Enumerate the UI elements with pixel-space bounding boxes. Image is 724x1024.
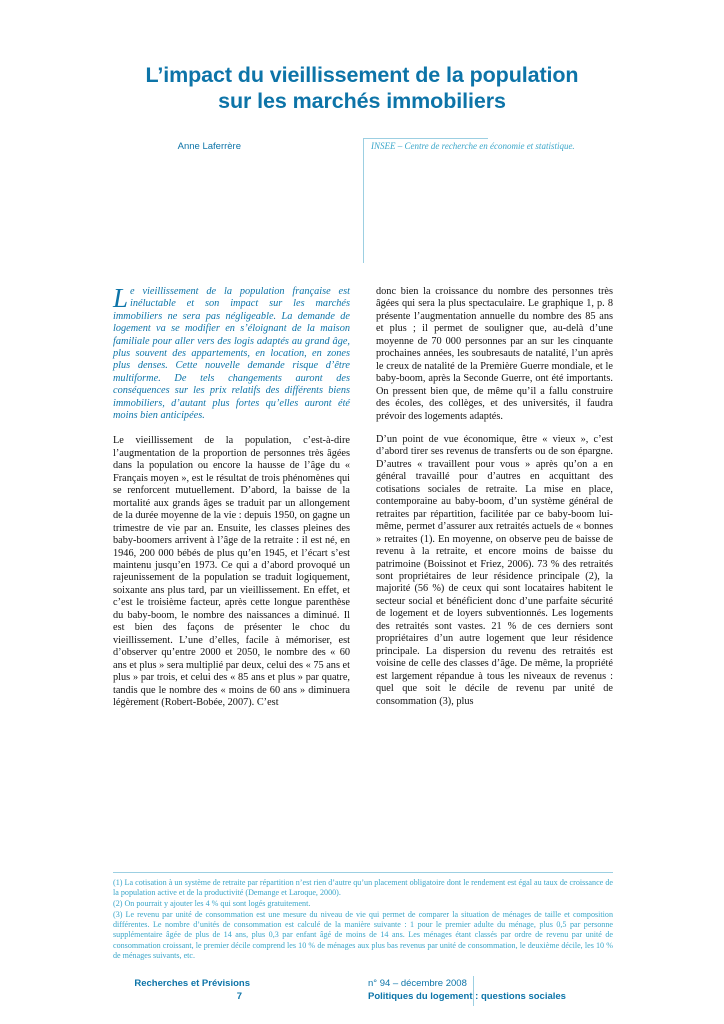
body-paragraph: Le vieillissement de la population, c’est-à-dire l’augmentation de la proportion de personnes très âgées dans la population ou encore la hausse de l’âge du « Français moyen », est le résultat de trois phénomènes qui se renforcent mutuellement. D’abord, la baisse de la mortalité aux grands âges se traduit par un allongement de la durée moyenne de la vie : depuis 1950, on gagne un trimestre de vie par an. Ensuite, les classes pleines des baby-boomers arrivent à l’âge de la retraite : il est né, en 1946, 200 000 bébés de plus qu’en 1945, et l’écart s’est maintenu jusqu’en 1973. Ce qui a d’abord provoqué un rajeunissement de la population se traduit logiquement, soixante ans plus tard, par un vieillissement. En effet, et c’est le troisième facteur, après cette longue parenthèse du baby-boom, le nombre des naissances a diminué. Il est bien des façons de présenter le choc du vieillissement. L’une d’elles, facile à mémoriser, est d’observer qu’entre 2000 et 2050, le nombre des « 60 ans et plus » sera multiplié par deux, celui des « 75 ans et plus » par trois, et celui des « 85 ans et plus » par quatre, tandis que le nombre des « moins de 60 ans » diminuera légèrement (Robert-Bobée, 2007). C’est bbox=[113, 435, 350, 708]
title-line-2: sur les marchés immobiliers bbox=[218, 89, 506, 113]
footnote-item: (2) On pourrait y ajouter les 4 % qui sont logés gratuitement. bbox=[113, 899, 311, 909]
footer-issue: n° 94 – décembre 2008 bbox=[368, 978, 467, 989]
column-right bbox=[376, 286, 613, 719]
footer-journal-name: Recherches et Prévisions bbox=[134, 978, 250, 989]
body-paragraph: donc bien la croissance du nombre des personnes très âgées qui sera la plus spectaculaire. Le graphique 1, p. 8 présente l’augmentation annuelle du nombre des 85 ans et plus ; il permet de souligner que, au-delà d’une moyenne de 70 000 personnes par an sur les cinquante prochaines années, les soubresauts de natalité, l’un après le creux de natalité de la Première Guerre mondiale, et le baby-boom, après la Seconde Guerre, ont été importants. On pressent bien que, de même qu’il a fallu construire des écoles, des collèges, et des universités, il faudra prévoir des logements adaptés. bbox=[376, 286, 613, 422]
column-left bbox=[113, 283, 350, 720]
title-block bbox=[0, 62, 724, 114]
body-paragraph: D’un point de vue économique, être « vieux », c’est d’abord tirer ses revenus de transferts ou de son épargne. D’autres « travaillent pour vous » après qu’on a en général travaillé pour d’autres en acquittant des cotisations sociales de retraite. La mise en place, contemporaine au baby-boom, d’un système général de retraites par répartition, facilitée par ce baby-boom lui-même, permet d’assurer aux retraités actuels de « bonnes » retraites (1). En moyenne, on observe peu de baisse de revenu à la retraite, et encore moins de baisse du patrimoine (Boissinot et Friez, 2006). 73 % des retraités sont propriétaires de leur résidence principale (2), la majorité (56 %) de ceux qui sont locataires habitent le secteur social et bénéficient donc d’une parfaite sécurité de logement et de loyers subventionnés. Les logements des retraités sont vastes. 21 % de ces derniers sont propriétaires d’un autre logement que leur résidence principale. La dispersion du revenu des retraités est voisine de celle des classes d’âge. De même, la propriété est largement répandue à tous les niveaux de revenus : quel que soit le décile de revenu par unité de consommation (3), plus bbox=[376, 433, 613, 707]
abstract-dropcap: L bbox=[113, 283, 129, 313]
page-title bbox=[0, 62, 724, 114]
author-row bbox=[113, 141, 613, 161]
footnotes bbox=[113, 878, 613, 962]
body-columns bbox=[113, 283, 613, 851]
abstract-text: e vieillissement de la population française est inéluctable et son impact sur les marchés immobiliers ne sera pas négligeable. La demande de logement va se modifier en s’éloignant de la maison familiale pour aller vers des logis adaptés au grand âge, plus souvent des appartements, en location, en zones plus denses. Cette nouvelle demande risque d’être multiforme. De tels changements auront des conséquences sur les prix relatifs des différents biens immobiliers, d’autant plus fortes qu’elles auront été moins bien anticipées. bbox=[113, 286, 350, 422]
footnote-item: (1) La cotisation à un système de retraite par répartition n’est rien d’autre qu’un placement obligatoire dont le rendement est égal au taux de croissance de la population active et de la productivité (Demange et Laroque, 2000). bbox=[113, 878, 613, 898]
title-line-1: L’impact du vieillissement de la population bbox=[145, 63, 579, 87]
footnote-divider bbox=[113, 872, 613, 873]
footnote-item: (3) Le revenu par unité de consommation est une mesure du niveau de vie qui permet de comparer la situation de ménages de taille et composition différentes. Le nombre d’unités de consommation est calculé de la manière suivante : 1 pour le premier adulte du ménage, plus 0,5 par personne supplémentaire âgée de plus de 14 ans, plus 0,3 par enfant âgé de moins de 14 ans. Les ménages étant classés par ordre de revenu par unité de consommation croissant, le premier décile comprend les 10 % de ménages aux plus bas revenus par unité de consommation, le deuxième décile, les 10 % de ménages suivants, etc. bbox=[113, 910, 613, 960]
author-affiliation: INSEE – Centre de recherche en économie et statistique. bbox=[371, 141, 575, 151]
author-rule-horizontal bbox=[363, 138, 488, 139]
footer-section: Politiques du logement : questions sociales bbox=[368, 991, 566, 1002]
abstract bbox=[113, 283, 350, 422]
page-footer bbox=[113, 978, 613, 1010]
footer-page-number: 7 bbox=[236, 991, 242, 1002]
author-name: Anne Laferrère bbox=[177, 141, 241, 152]
